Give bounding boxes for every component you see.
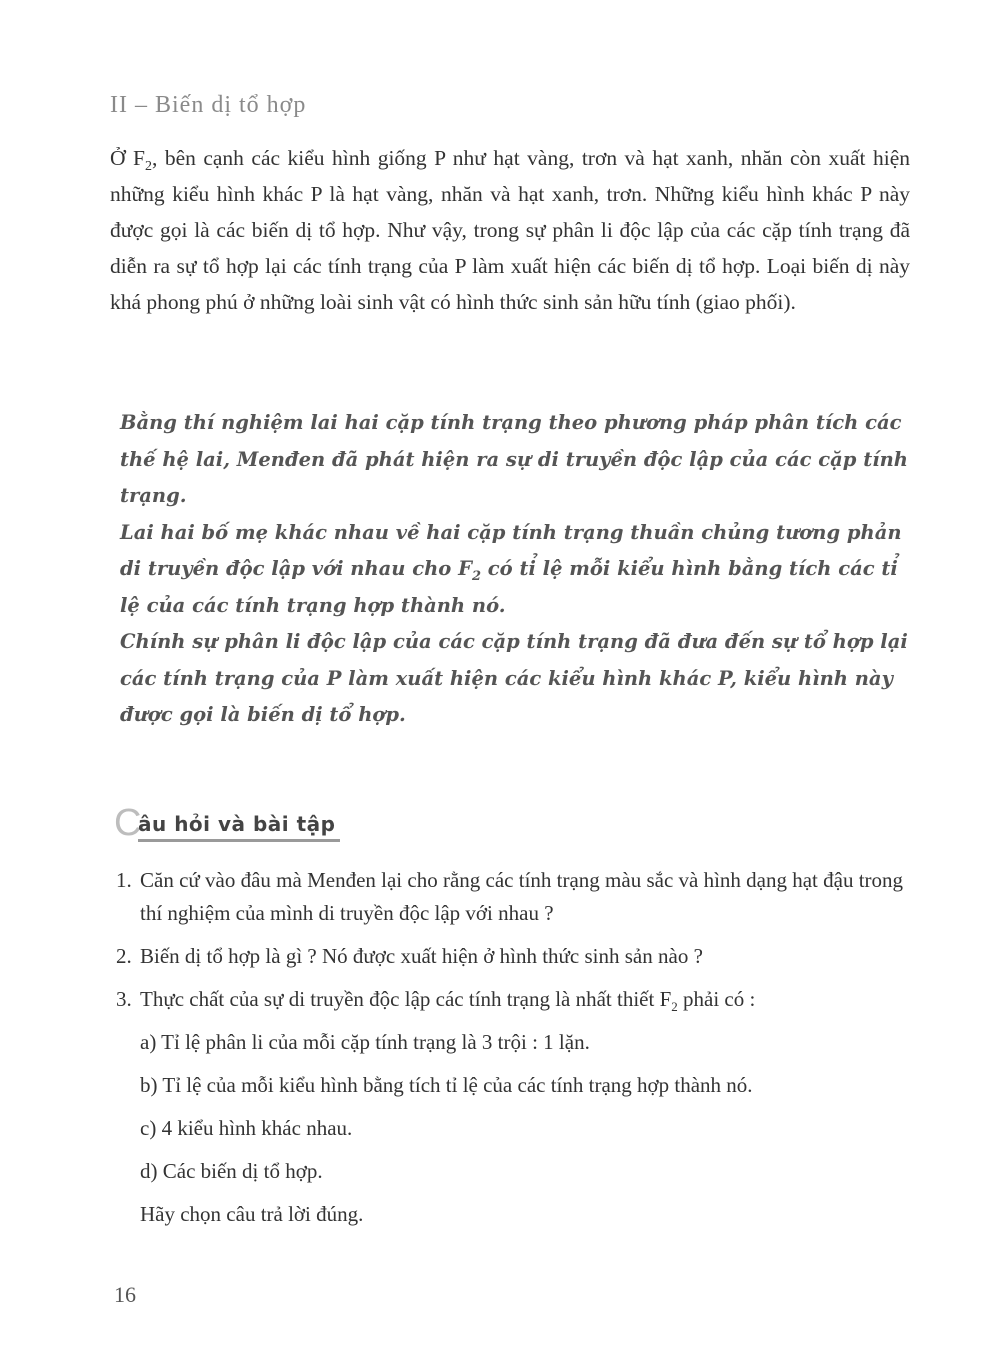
summary-point-3: Chính sự phân li độc lập của các cặp tính trạng đã đưa đến sự tổ hợp lại các tính trạng của P làm xuất hiện các kiểu hình khác P, kiểu hình này được gọi là biến dị tổ hợp.	[120, 630, 908, 726]
question-text: Căn cứ vào đâu mà Menđen lại cho rằng các tính trạng màu sắc và hình dạng hạt đậu trong thí nghiệm của mình di truyền độc lập với nhau ?	[140, 868, 904, 925]
section-title: II – Biến dị tổ hợp	[110, 92, 307, 118]
questions-heading	[114, 804, 340, 842]
question-number: 3.	[116, 987, 132, 1011]
summary-point-2-end: có tỉ lệ mỗi kiểu hình bằng tích các tỉ lệ của các tính trạng hợp thành nó.	[120, 557, 898, 617]
instruction: Hãy chọn câu trả lời đúng.	[140, 1202, 364, 1226]
question-number: 2.	[116, 944, 132, 968]
option-b: b) Tỉ lệ của mỗi kiểu hình bằng tích tỉ lệ của các tính trạng hợp thành nó.	[140, 1073, 753, 1097]
body-paragraph	[110, 140, 910, 320]
answer-options	[140, 1026, 916, 1231]
option-d: d) Các biến dị tổ hợp.	[140, 1159, 323, 1183]
summary-point-2	[120, 515, 910, 625]
question-2	[116, 940, 916, 973]
heading-initial: C	[114, 802, 142, 844]
heading-text: âu hỏi và bài tập	[138, 812, 340, 842]
question-1	[116, 864, 916, 930]
summary-point-2-start: Lai hai bố mẹ khác nhau về hai cặp tính trạng thuần chủng tương phản di truyền độc lập với nhau cho F	[120, 520, 902, 580]
question-number: 1.	[116, 868, 132, 892]
question-text: Biến dị tổ hợp là gì ? Nó được xuất hiện ở hình thức sinh sản nào ?	[140, 944, 703, 968]
question-text	[140, 983, 916, 1016]
summary-box	[120, 405, 910, 734]
questions-list	[116, 864, 916, 1241]
summary-point-1: Bằng thí nghiệm lai hai cặp tính trạng theo phương pháp phân tích các thế hệ lai, Menđen đã phát hiện ra sự di truyền độc lập của các cặp tính trạng.	[120, 411, 908, 507]
subscript: 2	[144, 159, 152, 174]
option-c: c) 4 kiểu hình khác nhau.	[140, 1116, 353, 1140]
subscript: 2	[471, 569, 481, 584]
paragraph-start: Ở F	[110, 146, 145, 170]
subscript: 2	[671, 999, 678, 1014]
option-a: a) Tỉ lệ phân li của mỗi cặp tính trạng là 3 trội : 1 lặn.	[140, 1030, 590, 1054]
question-3	[116, 983, 916, 1016]
question-text-end: phải có :	[677, 987, 756, 1011]
question-text-start: Thực chất của sự di truyền độc lập các tính trạng là nhất thiết F	[140, 987, 672, 1011]
page-number: 16	[114, 1282, 136, 1307]
paragraph-text: , bên cạnh các kiểu hình giống P như hạt vàng, trơn và hạt xanh, nhăn còn xuất hiện những kiểu hình khác P là hạt vàng, nhăn và hạt xanh, trơn. Những kiểu hình khác P này được gọi là các biến dị tổ hợp. Như vậy, trong sự phân li độc lập của các cặp tính trạng đã diễn ra sự tổ hợp lại các tính trạng của P làm xuất hiện các biến dị tổ hợp. Loại biến dị này khá phong phú ở những loài sinh vật có hình thức sinh sản hữu tính (giao phối).	[110, 146, 911, 314]
